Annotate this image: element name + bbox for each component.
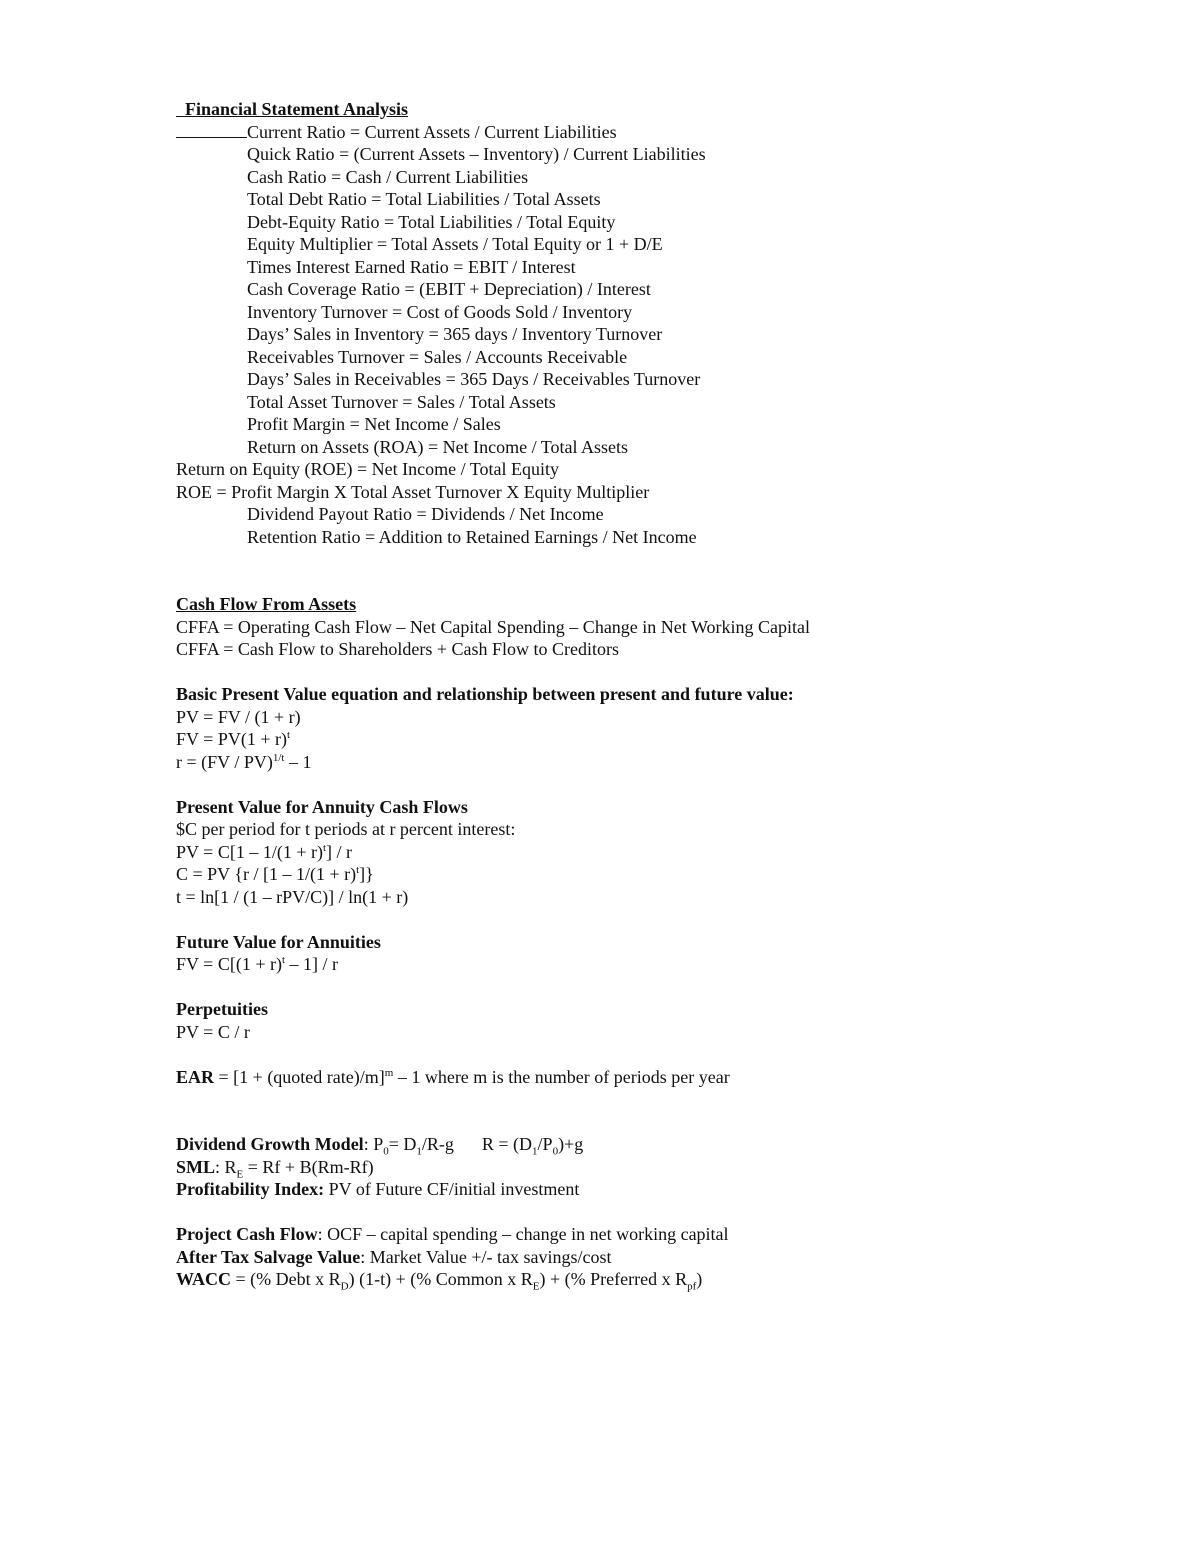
subscript: 0 (383, 1145, 389, 1158)
sml-formula (176, 1156, 1136, 1179)
formula-text: ]} (359, 864, 374, 884)
cffa-line: CFFA = Operating Cash Flow – Net Capital Spending – Change in Net Working Capital (176, 616, 810, 637)
formula-text: /R-g (421, 1134, 454, 1154)
formula-text: ) (1-t) + (% Common x R (348, 1269, 533, 1289)
atsv-label: After Tax Salvage Value (176, 1246, 361, 1267)
subscript: 0 (552, 1145, 559, 1158)
annuity-pv-formula (176, 841, 1136, 864)
pi-formula (176, 1178, 1136, 1201)
dgm-label: Dividend Growth Model (176, 1134, 364, 1154)
ratio-line: Quick Ratio = (Current Assets – Inventory) / Current Liabilities (247, 144, 706, 164)
subscript: pf (687, 1280, 697, 1293)
fsa-title (176, 98, 1136, 121)
ratio-line: Total Asset Turnover = Sales / Total Assets (247, 391, 556, 412)
payout-line: Dividend Payout Ratio = Dividends / Net Income (247, 504, 604, 524)
ratio-line: Cash Ratio = Cash / Current Liabilities (247, 166, 529, 187)
formula-text: : Market Value +/- tax savings/cost (360, 1246, 612, 1267)
formula-text: C = PV {r / [1 – 1/(1 + r) (176, 864, 357, 884)
ratio-line (176, 121, 1136, 144)
fva-title: Future Value for Annuities (176, 931, 381, 952)
exponent: t (286, 729, 291, 741)
formula-text: FV = PV(1 + r) (176, 729, 287, 749)
perp-title: Perpetuities (176, 999, 268, 1019)
roe-dupont-line: ROE = Profit Margin X Total Asset Turnover X Equity Multiplier (176, 481, 650, 502)
formula-text: = Rf + B(Rm-Rf) (243, 1156, 374, 1177)
formula-text: r = (FV / PV) (176, 751, 273, 772)
exponent: 1/t (272, 751, 285, 764)
formula-text: = (% Debt x R (231, 1269, 341, 1289)
pv-title: Basic Present Value equation and relationship between present and future value: (176, 684, 794, 704)
formula-text: – 1 (284, 751, 312, 772)
subscript: 1 (416, 1145, 422, 1158)
retention-line: Retention Ratio = Addition to Retained Earnings / Net Income (247, 526, 697, 547)
fva-formula (176, 953, 1136, 976)
annuity-intro: $C per period for t periods at r percent interest: (176, 819, 516, 839)
fv-formula (176, 728, 1136, 751)
ear-formula (176, 1066, 1136, 1089)
ear-label: EAR (176, 1066, 215, 1087)
formula-text: – 1] / r (285, 954, 339, 974)
formula-text: PV of Future CF/initial investment (324, 1179, 580, 1199)
formula-text: P (373, 1134, 384, 1154)
ratio-line: Inventory Turnover = Cost of Goods Sold / Inventory (247, 301, 633, 322)
subscript: D (340, 1280, 349, 1293)
formula-text: = D (388, 1134, 417, 1154)
subscript: E (236, 1168, 244, 1181)
atsv-formula (176, 1246, 1136, 1269)
ratio-line: Times Interest Earned Ratio = EBIT / Interest (247, 256, 576, 277)
formula-text: /P (537, 1134, 553, 1154)
formula-text: ) + (% Preferred x R (539, 1269, 688, 1289)
ratio-line: Total Debt Ratio = Total Liabilities / Total Assets (247, 189, 601, 209)
formula-text: ) (696, 1269, 703, 1289)
wacc-label: WACC (176, 1269, 232, 1289)
dgm-formula (176, 1133, 1136, 1156)
annuity-title: Present Value for Annuity Cash Flows (176, 796, 468, 817)
formula-text: )+g (558, 1134, 584, 1154)
formula-text: : OCF – capital spending – change in net working capital (317, 1224, 729, 1244)
ratio-text: Current Ratio = Current Assets / Current Liabilities (247, 121, 617, 142)
formula-text: : (363, 1134, 374, 1154)
sml-label: SML (176, 1156, 216, 1177)
document-page (176, 98, 1136, 1291)
ratio-line: Return on Assets (ROA) = Net Income / Total Assets (247, 436, 629, 457)
formula-text: PV = C[1 – 1/(1 + r) (176, 841, 323, 862)
pcf-label: Project Cash Flow (176, 1224, 318, 1244)
exponent: t (281, 954, 286, 966)
subscript: E (532, 1280, 540, 1293)
cffa-line: CFFA = Cash Flow to Shareholders + Cash Flow to Creditors (176, 639, 619, 659)
exponent: m (384, 1066, 394, 1079)
annuity-t-formula: t = ln[1 / (1 – rPV/C)] / ln(1 + r) (176, 886, 409, 907)
exponent: t (322, 841, 327, 854)
ratio-line: Cash Coverage Ratio = (EBIT + Depreciation) / Interest (247, 279, 651, 299)
formula-text: – 1 where m is the number of periods per year (393, 1066, 730, 1087)
exponent: t (356, 864, 360, 876)
pi-label: Profitability Index: (176, 1179, 325, 1199)
pv-formula: PV = FV / (1 + r) (176, 706, 301, 727)
cffa-title: Cash Flow From Assets (176, 594, 357, 614)
underline-rule (176, 123, 247, 138)
ratio-line: Receivables Turnover = Sales / Accounts Receivable (247, 346, 628, 367)
formula-text: : R (215, 1156, 237, 1177)
wacc-formula (176, 1268, 1136, 1291)
ratio-line: Debt-Equity Ratio = Total Liabilities / Total Equity (247, 211, 616, 232)
formula-text: FV = C[(1 + r) (176, 954, 282, 974)
roe-line: Return on Equity (ROE) = Net Income / Total Equity (176, 459, 559, 479)
ratio-line: Equity Multiplier = Total Assets / Total Equity or 1 + D/E (247, 234, 663, 254)
ratio-line: Days’ Sales in Receivables = 365 Days / Receivables Turnover (247, 369, 701, 389)
formula-text: = [1 + (quoted rate)/m] (214, 1066, 385, 1087)
perp-formula: PV = C / r (176, 1021, 250, 1042)
ratio-line: Days’ Sales in Inventory = 365 days / Inventory Turnover (247, 324, 663, 344)
pcf-formula (176, 1223, 1136, 1246)
formula-text: R = (D (481, 1134, 533, 1154)
fsa-title-text: Financial Statement Analysis (185, 99, 409, 119)
formula-text: ] / r (326, 841, 353, 862)
ratio-line: Profit Margin = Net Income / Sales (247, 414, 501, 434)
annuity-c-formula (176, 863, 1136, 886)
subscript: 1 (532, 1145, 538, 1158)
rate-formula (176, 751, 1136, 774)
